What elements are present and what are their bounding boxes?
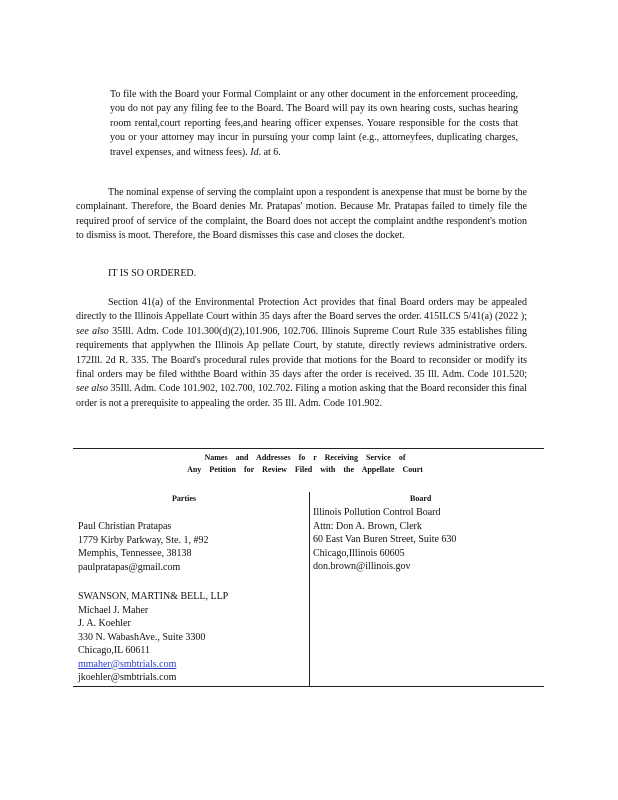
counsel-firm: SWANSON, MARTIN& BELL, LLP (78, 591, 229, 602)
service-heading-line-1: Names and Addresses fo r Receiving Service of (204, 453, 406, 462)
service-table-bottom-rule (73, 686, 544, 687)
parties-column-heading: Parties (172, 494, 196, 503)
appeal-text-b: 35Ill. Adm. Code 101.300(d)(2),101.906, 102.706. Illinois Supreme Court Rule 335 establishes filing requirements that applywhen the Illinois Ap pellate Court, by statute, directly reviews administrative orders. 172Ill. 2d R. 335. The Board's procedural rules provide that motions for the Board to reconsider or modify its final orders may be filed withthe Board within 35 days after the order is received. 35 Ill. Adm. Code 101.520; (76, 325, 527, 381)
respondent-city: Memphis, Tennessee, 38138 (78, 548, 192, 559)
service-heading-line-2: Any Petition for Review Filed with the Appellate Court (187, 465, 423, 474)
counsel-attorney-2: J. A. Koehler (78, 618, 131, 629)
respondent-street: 1779 Kirby Parkway, Ste. 1, #92 (78, 534, 209, 546)
counsel-email-2: jkoehler@smbtrials.com (78, 672, 177, 683)
quote-text: To file with the Board your Formal Complaint or any other document in the enforcement proceeding, you do not pay any filing fee to the Board. The Board will pay its own hearing costs, suchas hearing room rental,court reporting fees,and hearing officer expenses. Youare responsible for the costs that you or your attorney may incur in pursuing your comp laint (e.g., attorneyfees, duplicating charges, travel expenses, and witness fees). (110, 89, 518, 158)
block-quote (110, 88, 518, 160)
service-table-top-rule (73, 448, 544, 449)
counsel-address (78, 590, 228, 685)
board-address (313, 506, 456, 574)
counsel-email-link-1[interactable]: mmaher@smbtrials.com (78, 658, 177, 670)
counsel-attorney-1: Michael J. Maher (78, 604, 149, 616)
appeal-text-c: 35Ill. Adm. Code 101.902, 102.700, 102.702. Filing a motion asking that the Board reconsider this final order is not a prerequisite to appealing the order. 35 Ill. Adm. Code 101.902. (76, 383, 527, 409)
ordered-line: IT IS SO ORDERED. (108, 268, 197, 279)
appeal-text-a: Section 41(a) of the Environmental Protection Act provides that final Board orders may be appealed directly to the Illinois Appellate Court within 35 days after the Board serves the order. 415ILCS 5/41(a) (2022 ); (76, 297, 527, 323)
service-table-heading (160, 452, 450, 476)
counsel-street: 330 N. WabashAve., Suite 3300 (78, 631, 206, 643)
appeal-paragraph (76, 296, 527, 411)
respondent-address (78, 520, 208, 574)
board-street: 60 East Van Buren Street, Suite 630 (313, 534, 457, 545)
board-column-heading: Board (410, 494, 432, 503)
quote-citation-italic: Id (250, 146, 259, 158)
board-name: Illinois Pollution Control Board (313, 507, 441, 518)
signal-see-also-2: see also (76, 383, 108, 395)
respondent-name: Paul Christian Pratapas (78, 521, 172, 532)
ruling-paragraph: The nominal expense of serving the complaint upon a respondent is anexpense that must be borne by the complainant. Therefore, the Board denies Mr. Pratapas' motion. Because Mr. Pratapas failed to timely file the required proof of service of the complaint, the Board does not accept the complaint andthe respondent's motion to dismiss is moot. Therefore, the Board dismisses this case and closes the docket. (76, 187, 527, 242)
column-divider (309, 492, 310, 686)
counsel-city: Chicago,IL 60611 (78, 645, 151, 656)
board-clerk: Attn: Don A. Brown, Clerk (313, 520, 422, 532)
board-email: don.brown@illinois.gov (313, 561, 411, 572)
board-city: Chicago,Illinois 60605 (313, 547, 405, 559)
signal-see-also-1: see also (76, 325, 109, 337)
respondent-email: paulpratapas@gmail.com (78, 561, 181, 573)
quote-citation: . at 6. (258, 146, 281, 158)
